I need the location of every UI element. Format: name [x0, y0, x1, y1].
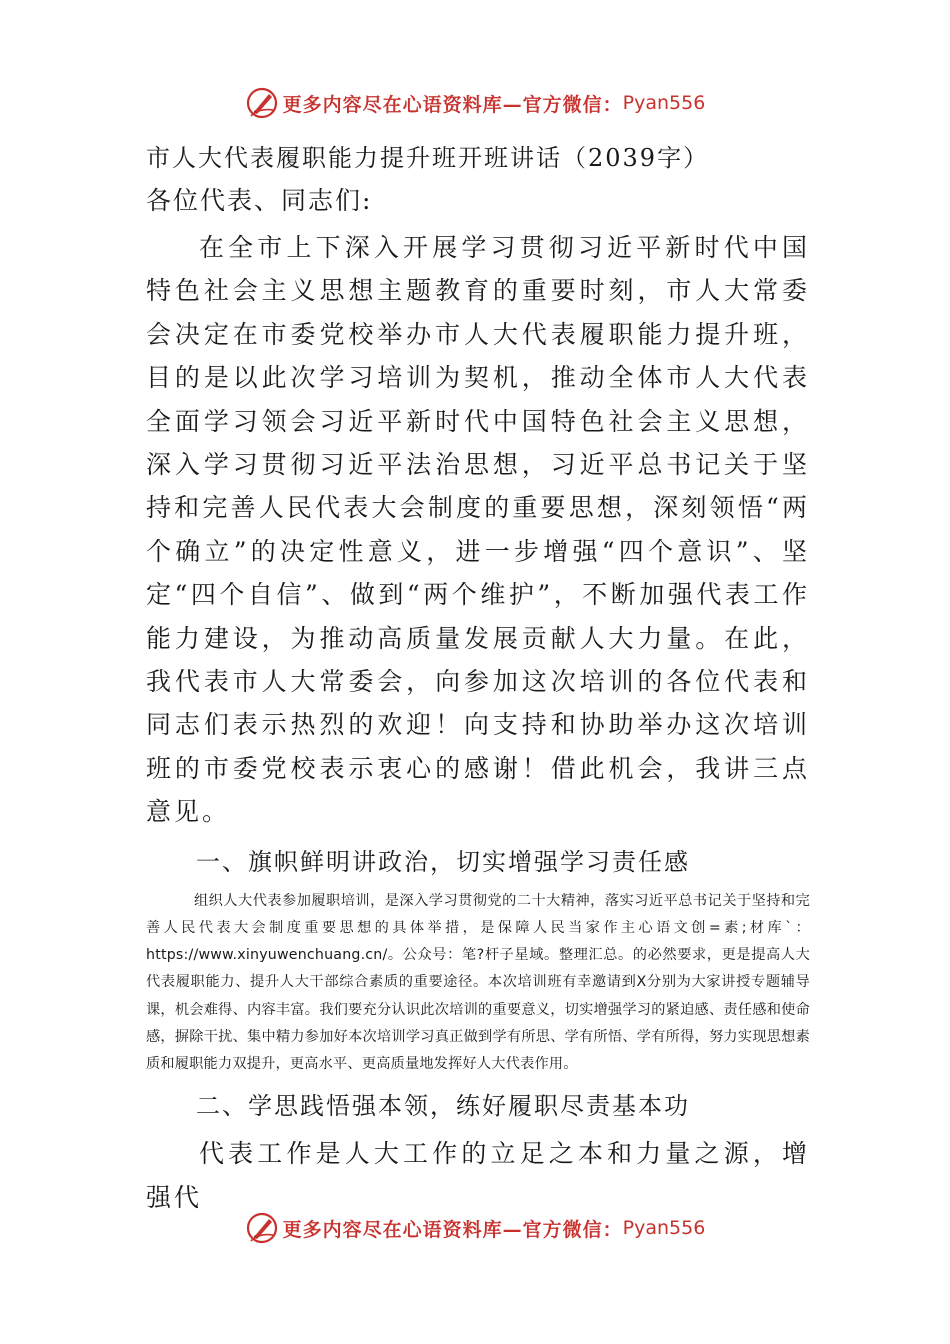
section-1-paragraph: 组织人大代表参加履职培训，是深入学习贯彻党的二十大精神，落实习近平总书记关于坚持和完善人民代表大会制度重要思想的具体举措，是保障人民当家作主心语文创=素;材库`：https://www.xinyuwenchuang.cn/。公众号：笔?杆子星域。整理汇总。的必然要求，更是提高人大代表履职能力、提升人大干部综合素质的重要途径。本次培训班有幸邀请到X分别为大家讲授专题辅导课，机会难得、内容丰富。我们要充分认识此次培训的重要意义，切实增强学习的紧迫感、责任感和使命感，摒除干扰、集中精力参加好本次培训学习真正做到学有所思、学有所悟、学有所得，努力实现思想素质和履职能力双提升，更高水平、更高质量地发挥好人大代表作用。	[146, 892, 810, 1072]
section-2-paragraph: 代表工作是人大工作的立足之本和力量之源，增强代	[146, 1139, 810, 1212]
banner-text: 更多内容尽在心语资料库—官方微信：	[282, 93, 623, 116]
section-heading-1: 一、旗帜鲜明讲政治，切实增强学习责任感	[196, 847, 690, 876]
section-heading-2: 二、学思践悟强本领，练好履职尽责基本功	[196, 1092, 690, 1121]
document-title: 市人大代表履职能力提升班开班讲话（2039字）	[146, 144, 710, 172]
pen-logo-icon	[245, 86, 279, 120]
salutation: 各位代表、同志们:	[146, 186, 373, 215]
banner-wechat-id: Pyan556	[622, 92, 706, 114]
document-body	[146, 138, 810, 1219]
header-watermark-banner	[0, 83, 950, 123]
footer-watermark-banner	[0, 1208, 950, 1248]
banner-text: 更多内容尽在心语资料库—官方微信：	[282, 1218, 623, 1241]
pen-logo-icon	[245, 1211, 279, 1245]
intro-paragraph: 在全市上下深入开展学习贯彻习近平新时代中国特色社会主义思想主题教育的重要时刻，市人大常委会决定在市委党校举办市人大代表履职能力提升班，目的是以此次学习培训为契机，推动全体市人大代表全面学习领会习近平新时代中国特色社会主义思想，深入学习贯彻习近平法治思想，习近平总书记关于坚持和完善人民代表大会制度的重要思想，深刻领悟“两个确立”的决定性意义，进一步增强“四个意识”、坚定“四个自信”、做到“两个维护”，不断加强代表工作能力建设，为推动高质量发展贡献人大力量。在此，我代表市人大常委会，向参加这次培训的各位代表和同志们表示热烈的欢迎！向支持和协助举办这次培训班的市委党校表示衷心的感谢！借此机会，我讲三点意见。	[146, 233, 810, 827]
banner-wechat-id: Pyan556	[622, 1217, 706, 1239]
